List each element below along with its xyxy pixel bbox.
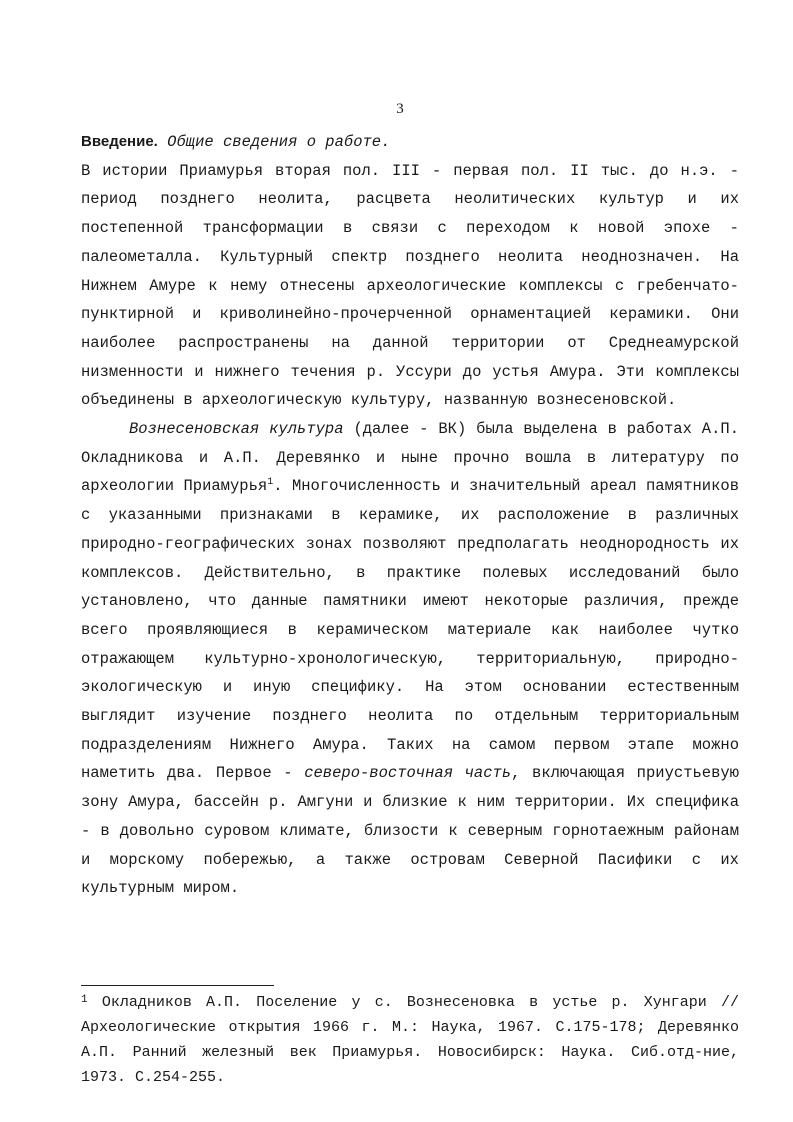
paragraph-2-text-b: . Многочисленность и значительный ареал памятников с указанными признаками в керамике, их расположение в различных природно-географических зонах позволяют предполагать неоднородность их комплексов. Действительно, в практике полевых исследований было установлено, что данные памятники имеют некоторые различия, прежде всего проявляющиеся в керамическом материале как наиболее чутко отражающем культурно-хронологическую, территориальную, природно-экологическую и иную специфику. На этом основании естественным выглядит изучение позднего неолита по отдельным территориальным подразделениям Нижнего Амура. Таких на самом первом этапе можно наметить два. Первое -	[81, 477, 740, 783]
paragraph-2	[81, 415, 739, 903]
section-heading	[81, 128, 739, 157]
footnote-divider	[81, 985, 274, 986]
footnote	[81, 990, 739, 1090]
footnote-reference: 1	[267, 477, 274, 489]
paragraph-2-text-c: , включающая приустьевую зону Амура, бассейн р. Амгуни и близкие к ним территории. Их специфика - в довольно суровом климате, близости к северным горнотаежным районам и морскому побережью, а также островам Северной Пасифики с их культурным миром.	[81, 764, 739, 898]
page-number: 3	[396, 101, 404, 117]
main-text	[81, 128, 739, 903]
footnote-text-block	[81, 990, 739, 1090]
region-term: северо-восточная часть	[304, 764, 512, 783]
footnote-mark: 1	[81, 994, 88, 1006]
paragraph-2-text-a: (далее - ВК) была выделена в работах А.П. Окладникова и А.П. Деревянко и ныне прочно вошла в литературу по археологии Приамурья	[81, 420, 740, 496]
heading-subtitle: Общие сведения о работе.	[167, 133, 391, 151]
paragraph-1: В истории Приамурья вторая пол. III - первая пол. II тыс. до н.э. - период позднего неолита, расцвета неолитических культур и их постепенной трансформации в связи с переходом к новой эпохе - палеометалла. Культурный спектр позднего неолита неоднозначен. На Нижнем Амуре к нему отнесены археологические комплексы с гребенчато-пунктирной и криволинейно-прочерченной орнаментацией керамики. Они наиболее распространены на данной территории от Среднеамурской низменности и нижнего течения р. Уссури до устья Амура. Эти комплексы объединены в археологическую культуру, названную вознесеновской.	[81, 161, 739, 410]
heading-title: Введение.	[81, 133, 158, 150]
footnote-text: Окладников А.П. Поселение у с. Вознесеновка в устье р. Хунгари // Археологические открытия 1966 г. М.: Наука, 1967. С.175-178; Деревянко А.П. Ранний железный век Приамурья. Новосибирск: Наука. Сиб.отд-ние, 1973. С.254-255.	[81, 994, 739, 1086]
culture-term: Вознесеновская культура	[129, 420, 344, 439]
